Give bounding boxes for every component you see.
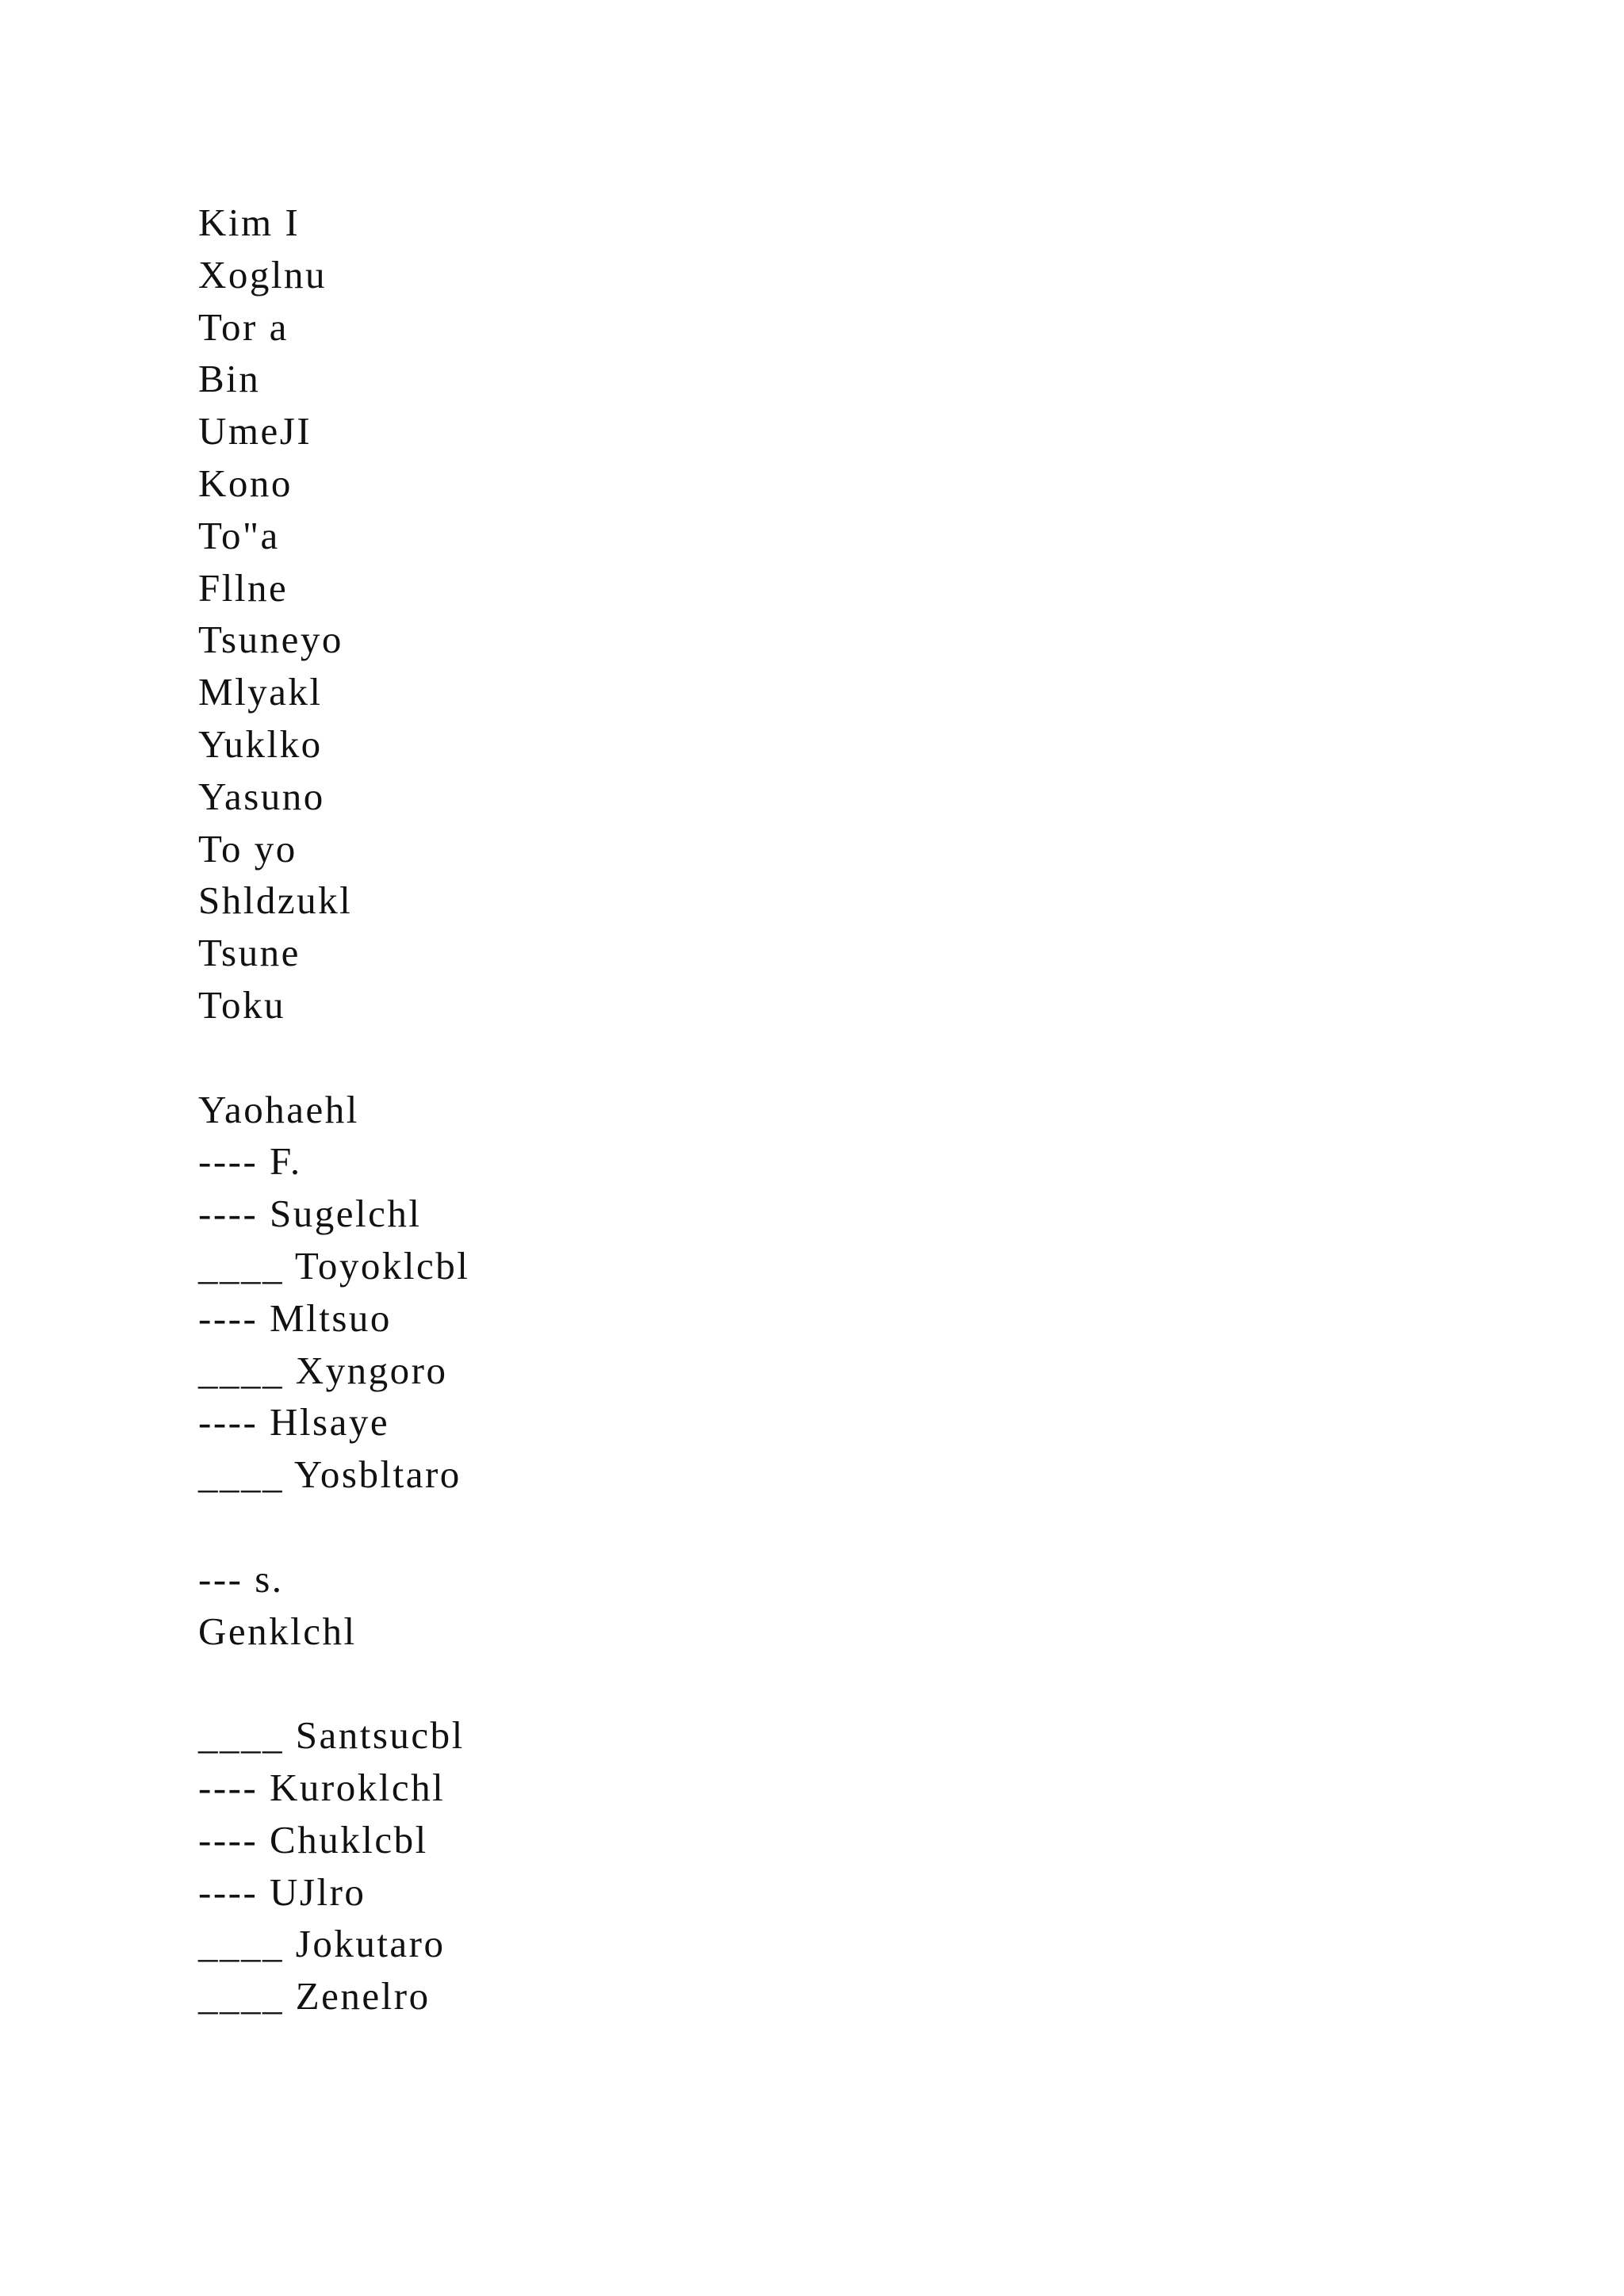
text-line: Xoglnu (198, 252, 327, 297)
text-line: Kono (198, 461, 293, 505)
text-line: Tsune (198, 931, 301, 975)
text-line: Tor a (198, 304, 289, 349)
text-line: UmeJI (198, 409, 312, 453)
text-line: ---- Chuklcbl (198, 1817, 428, 1862)
text-line: ____ Santsucbl (198, 1713, 465, 1758)
text-line: Yaohaehl (198, 1087, 359, 1131)
text-line: To"a (198, 513, 280, 557)
blank-line (198, 1031, 1388, 1084)
text-line: ---- Hlsaye (198, 1400, 390, 1445)
text-line: --- s. (198, 1556, 284, 1601)
text-line: ---- UJlro (198, 1869, 366, 1914)
text-line: ____ Zenelro (198, 1974, 431, 2019)
name-list (198, 197, 1388, 2022)
blank-line (198, 1501, 1388, 1553)
text-line: ____ Jokutaro (198, 1922, 446, 1966)
text-line: ____ Toyoklcbl (198, 1243, 470, 1288)
text-line: ---- Sugelchl (198, 1192, 422, 1236)
text-line: Fllne (198, 565, 289, 610)
text-line: Kim I (198, 201, 301, 244)
text-line: ---- F. (198, 1139, 302, 1184)
text-line: Toku (198, 982, 286, 1027)
text-line: Bin (198, 357, 261, 401)
text-line: ____ Xyngoro (198, 1348, 448, 1392)
text-line: To yo (198, 826, 297, 871)
text-line: Yuklko (198, 721, 323, 766)
text-line: Genklchl (198, 1609, 357, 1653)
text-line: ---- Mltsuo (198, 1295, 392, 1340)
text-line: ____ Yosbltaro (198, 1452, 462, 1497)
blank-line (198, 1657, 1388, 1709)
text-line: ---- Kuroklchl (198, 1765, 446, 1809)
text-line: Yasuno (198, 774, 325, 818)
text-line: Shldzukl (198, 878, 353, 923)
text-line: Mlyakl (198, 670, 323, 714)
text-line: Tsuneyo (198, 618, 343, 662)
